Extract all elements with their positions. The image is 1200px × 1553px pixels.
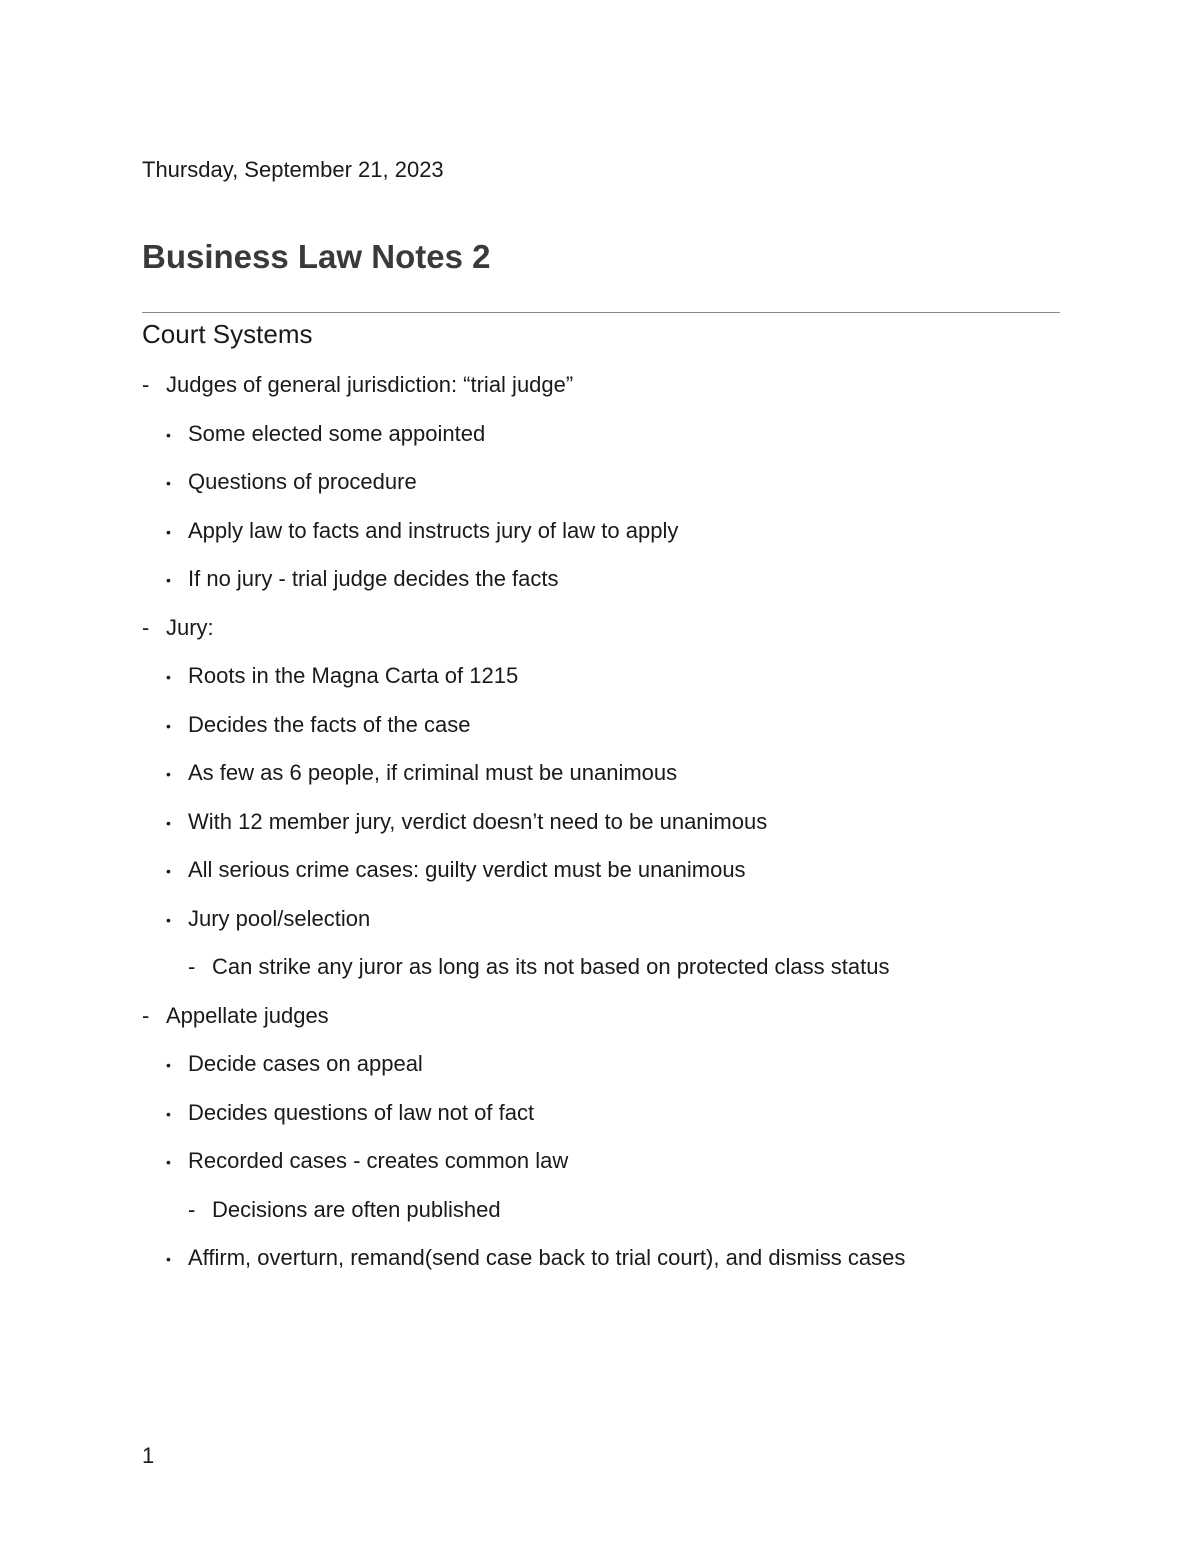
list-item — [142, 613, 1082, 662]
list-item — [142, 904, 1082, 953]
list-item-text: Decide cases on appeal — [188, 1051, 423, 1076]
bullet-marker: • — [166, 669, 171, 685]
list-item-text: Affirm, overturn, remand(send case back to trial court), and dismiss cases — [188, 1245, 906, 1270]
list-item — [142, 710, 1082, 759]
list-item — [142, 1195, 1082, 1244]
bullet-marker: • — [166, 814, 171, 831]
list-item-text: Apply law to facts and instructs jury of law to apply — [188, 517, 679, 543]
list-item — [142, 758, 1082, 807]
list-item-text: Can strike any juror as long as its not based on protected class status — [212, 954, 890, 979]
section-heading: Court Systems — [142, 319, 313, 349]
list-item-text: Questions of procedure — [188, 469, 417, 494]
list-item — [142, 1098, 1082, 1147]
dash-marker: - — [142, 614, 150, 640]
list-item — [142, 467, 1082, 516]
list-item — [142, 855, 1082, 904]
list-item — [142, 564, 1082, 613]
list-item-text: If no jury - trial judge decides the facts — [188, 566, 559, 591]
list-item-text: Jury: — [166, 614, 214, 640]
list-item — [142, 1049, 1082, 1098]
list-item — [142, 807, 1082, 856]
bullet-marker: • — [166, 911, 171, 928]
list-item-text: Appellate judges — [166, 1002, 329, 1028]
list-item-text: Recorded cases - creates common law — [188, 1148, 569, 1173]
list-item — [142, 1001, 1082, 1050]
list-item — [142, 952, 1082, 1001]
list-item-text: Jury pool/selection — [188, 905, 371, 931]
list-item-text: With 12 member jury, verdict doesn’t need to be unanimous — [188, 808, 768, 834]
bullet-marker: • — [166, 1251, 171, 1267]
bullet-marker: • — [166, 1057, 171, 1073]
list-item — [142, 1243, 1082, 1292]
dash-marker: - — [142, 1002, 150, 1028]
notes-outline — [142, 370, 1082, 1292]
bullet-marker: • — [166, 426, 171, 443]
list-item-text: Judges of general jurisdiction: “trial judge” — [166, 372, 574, 397]
list-item-text: Some elected some appointed — [188, 420, 486, 446]
bullet-marker: • — [166, 523, 171, 540]
list-item-text: Decisions are often published — [212, 1196, 501, 1222]
bullet-marker: • — [166, 475, 171, 491]
title-divider — [142, 312, 1060, 313]
list-item — [142, 661, 1082, 710]
list-item — [142, 370, 1082, 419]
bullet-marker: • — [166, 863, 171, 879]
list-item — [142, 516, 1082, 565]
bullet-marker: • — [166, 1105, 171, 1122]
dash-marker: - — [188, 1196, 196, 1222]
dash-marker: - — [142, 372, 150, 397]
list-item-text: Roots in the Magna Carta of 1215 — [188, 663, 519, 688]
bullet-marker: • — [166, 717, 171, 734]
document-date: Thursday, September 21, 2023 — [142, 157, 444, 182]
list-item — [142, 419, 1082, 468]
document-title: Business Law Notes 2 — [142, 238, 491, 275]
list-item-text: As few as 6 people, if criminal must be unanimous — [188, 760, 678, 785]
bullet-marker: • — [166, 766, 171, 782]
page-number: 1 — [142, 1443, 155, 1468]
bullet-marker: • — [166, 1154, 171, 1170]
list-item-text: All serious crime cases: guilty verdict must be unanimous — [188, 857, 746, 882]
list-item — [142, 1146, 1082, 1195]
list-item-text: Decides questions of law not of fact — [188, 1099, 535, 1125]
list-item-text: Decides the facts of the case — [188, 711, 471, 737]
bullet-marker: • — [166, 572, 171, 588]
dash-marker: - — [188, 954, 196, 979]
